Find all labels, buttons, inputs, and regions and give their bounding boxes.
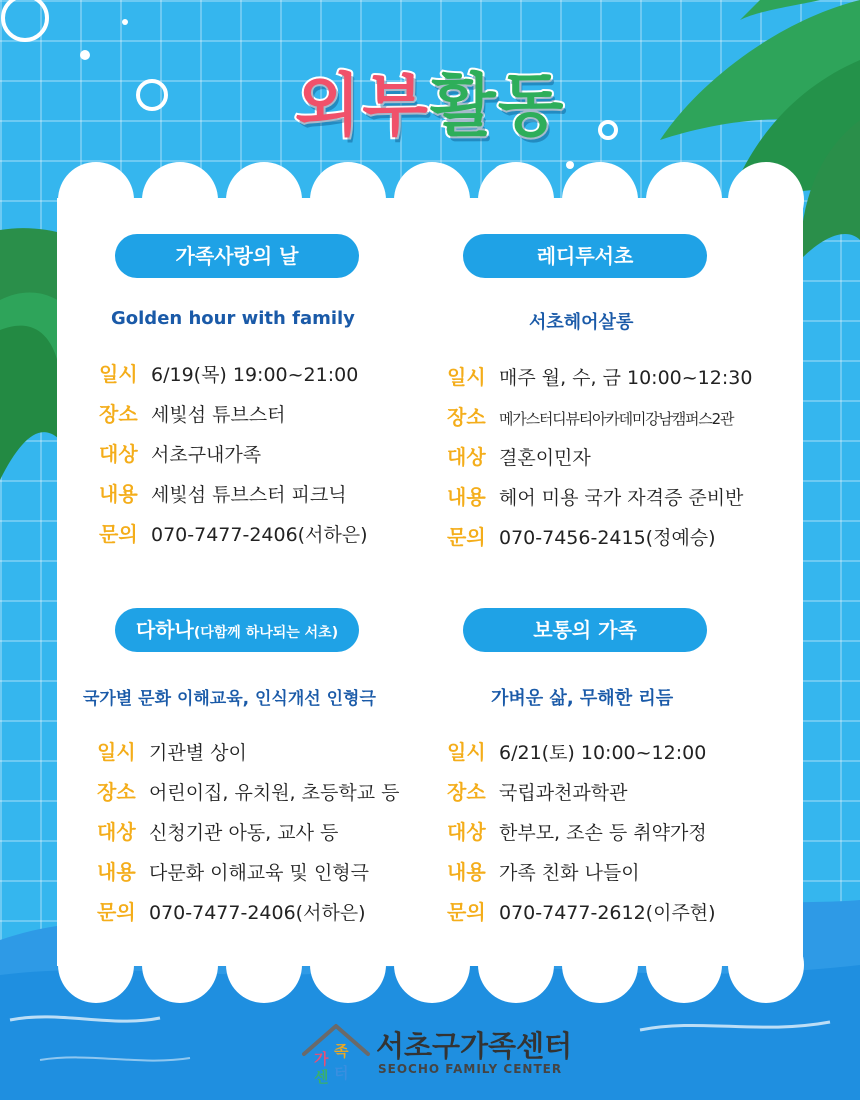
detail-row-content [447,852,716,892]
section-subtitle: 서초헤어살롱 [529,312,634,333]
title-part-green: 활동 [430,67,566,146]
detail-row-place [447,772,716,812]
section-subtitle: 가벼운 삶, 무해한 리듬 [491,688,674,709]
detail-row-contact [99,514,368,554]
row-value: 가족 친화 나들이 [499,862,640,884]
section-subtitle: Golden hour with family [111,308,355,329]
detail-row-target [97,812,399,852]
detail-row-date [97,732,399,772]
section-pill [115,608,359,652]
svg-text:센: 센 [314,1068,329,1086]
row-key: 장소 [447,780,486,804]
row-key: 일시 [447,365,486,389]
row-key: 장소 [447,405,486,429]
detail-rows [99,354,368,554]
detail-row-date [447,357,752,397]
detail-rows [447,357,752,557]
section-pill [463,234,707,278]
row-value: 다문화 이해교육 및 인형극 [149,862,370,884]
logo-name: 서초구가족센터 [376,1029,573,1063]
svg-text:가: 가 [314,1050,329,1068]
detail-row-contact [447,892,716,932]
row-key: 문의 [447,900,486,924]
row-value: 070-7477-2406(서하은) [151,524,368,546]
detail-row-place [447,397,752,437]
row-key: 내용 [447,485,486,509]
row-value: 어린이집, 유치원, 초등학교 등 [149,782,400,804]
row-key: 내용 [97,860,136,884]
row-value: 메가스터디뷰티아카데미강남캠퍼스2관 [499,410,734,428]
row-key: 대상 [97,820,136,844]
row-value: 070-7477-2406(서하은) [149,902,366,924]
section-subtitle: 국가별 문화 이해교육, 인식개선 인형극 [83,689,376,709]
row-value: 서초구내가족 [151,444,262,466]
row-value: 6/21(토) 10:00~12:00 [499,742,707,764]
row-value: 국립과천과학관 [499,782,628,804]
title-part-red: 외부 [294,67,430,146]
row-key: 대상 [447,445,486,469]
row-value: 한부모, 조손 등 취약가정 [499,822,707,844]
row-key: 장소 [97,780,136,804]
detail-row-target [447,812,716,852]
page-title [0,52,860,149]
row-key: 일시 [97,740,136,764]
section-pill [463,608,707,652]
row-key: 문의 [97,900,136,924]
row-value: 헤어 미용 국가 자격증 준비반 [499,487,744,509]
row-key: 일시 [447,740,486,764]
row-value: 매주 월, 수, 금 10:00~12:30 [499,367,753,389]
center-logo [300,1020,573,1090]
row-key: 문의 [99,522,138,546]
detail-row-contact [447,517,752,557]
pill-label: 가족사랑의 날 [175,244,299,268]
detail-row-contact [97,892,399,932]
row-value: 070-7477-2612(이주현) [499,902,716,924]
row-value: 070-7456-2415(정예승) [499,527,716,549]
pill-label: 레디투서초 [536,244,634,268]
detail-rows [447,732,716,932]
row-key: 대상 [99,442,138,466]
row-key: 장소 [99,402,138,426]
section-pill [115,234,359,278]
row-key: 내용 [99,482,138,506]
row-key: 내용 [447,860,486,884]
pill-label: 보통의 가족 [533,618,637,642]
detail-row-date [99,354,368,394]
detail-rows [97,732,399,932]
detail-row-place [97,772,399,812]
row-key: 문의 [447,525,486,549]
detail-row-content [447,477,752,517]
detail-row-target [447,437,752,477]
svg-text:터: 터 [334,1064,349,1082]
row-value: 6/19(목) 19:00~21:00 [151,364,359,386]
row-key: 일시 [99,362,138,386]
row-value: 세빛섬 튜브스터 피크닉 [151,484,347,506]
pill-label: 다하나 [135,618,194,642]
detail-row-content [97,852,399,892]
logo-name-english: SEOCHO FAMILY CENTER [378,1062,563,1076]
detail-row-place [99,394,368,434]
row-value: 신청기관 아동, 교사 등 [149,822,339,844]
detail-row-target [99,434,368,474]
row-key: 대상 [447,820,486,844]
svg-text:족: 족 [334,1042,349,1060]
info-card [57,198,803,966]
row-value: 결혼이민자 [499,447,591,469]
detail-row-date [447,732,716,772]
row-value: 기관별 상이 [149,742,247,764]
row-value: 세빛섬 튜브스터 [151,404,286,426]
house-roof-icon [300,1020,372,1090]
pill-sublabel: (다함께 하나되는 서초) [193,625,339,641]
detail-row-content [99,474,368,514]
